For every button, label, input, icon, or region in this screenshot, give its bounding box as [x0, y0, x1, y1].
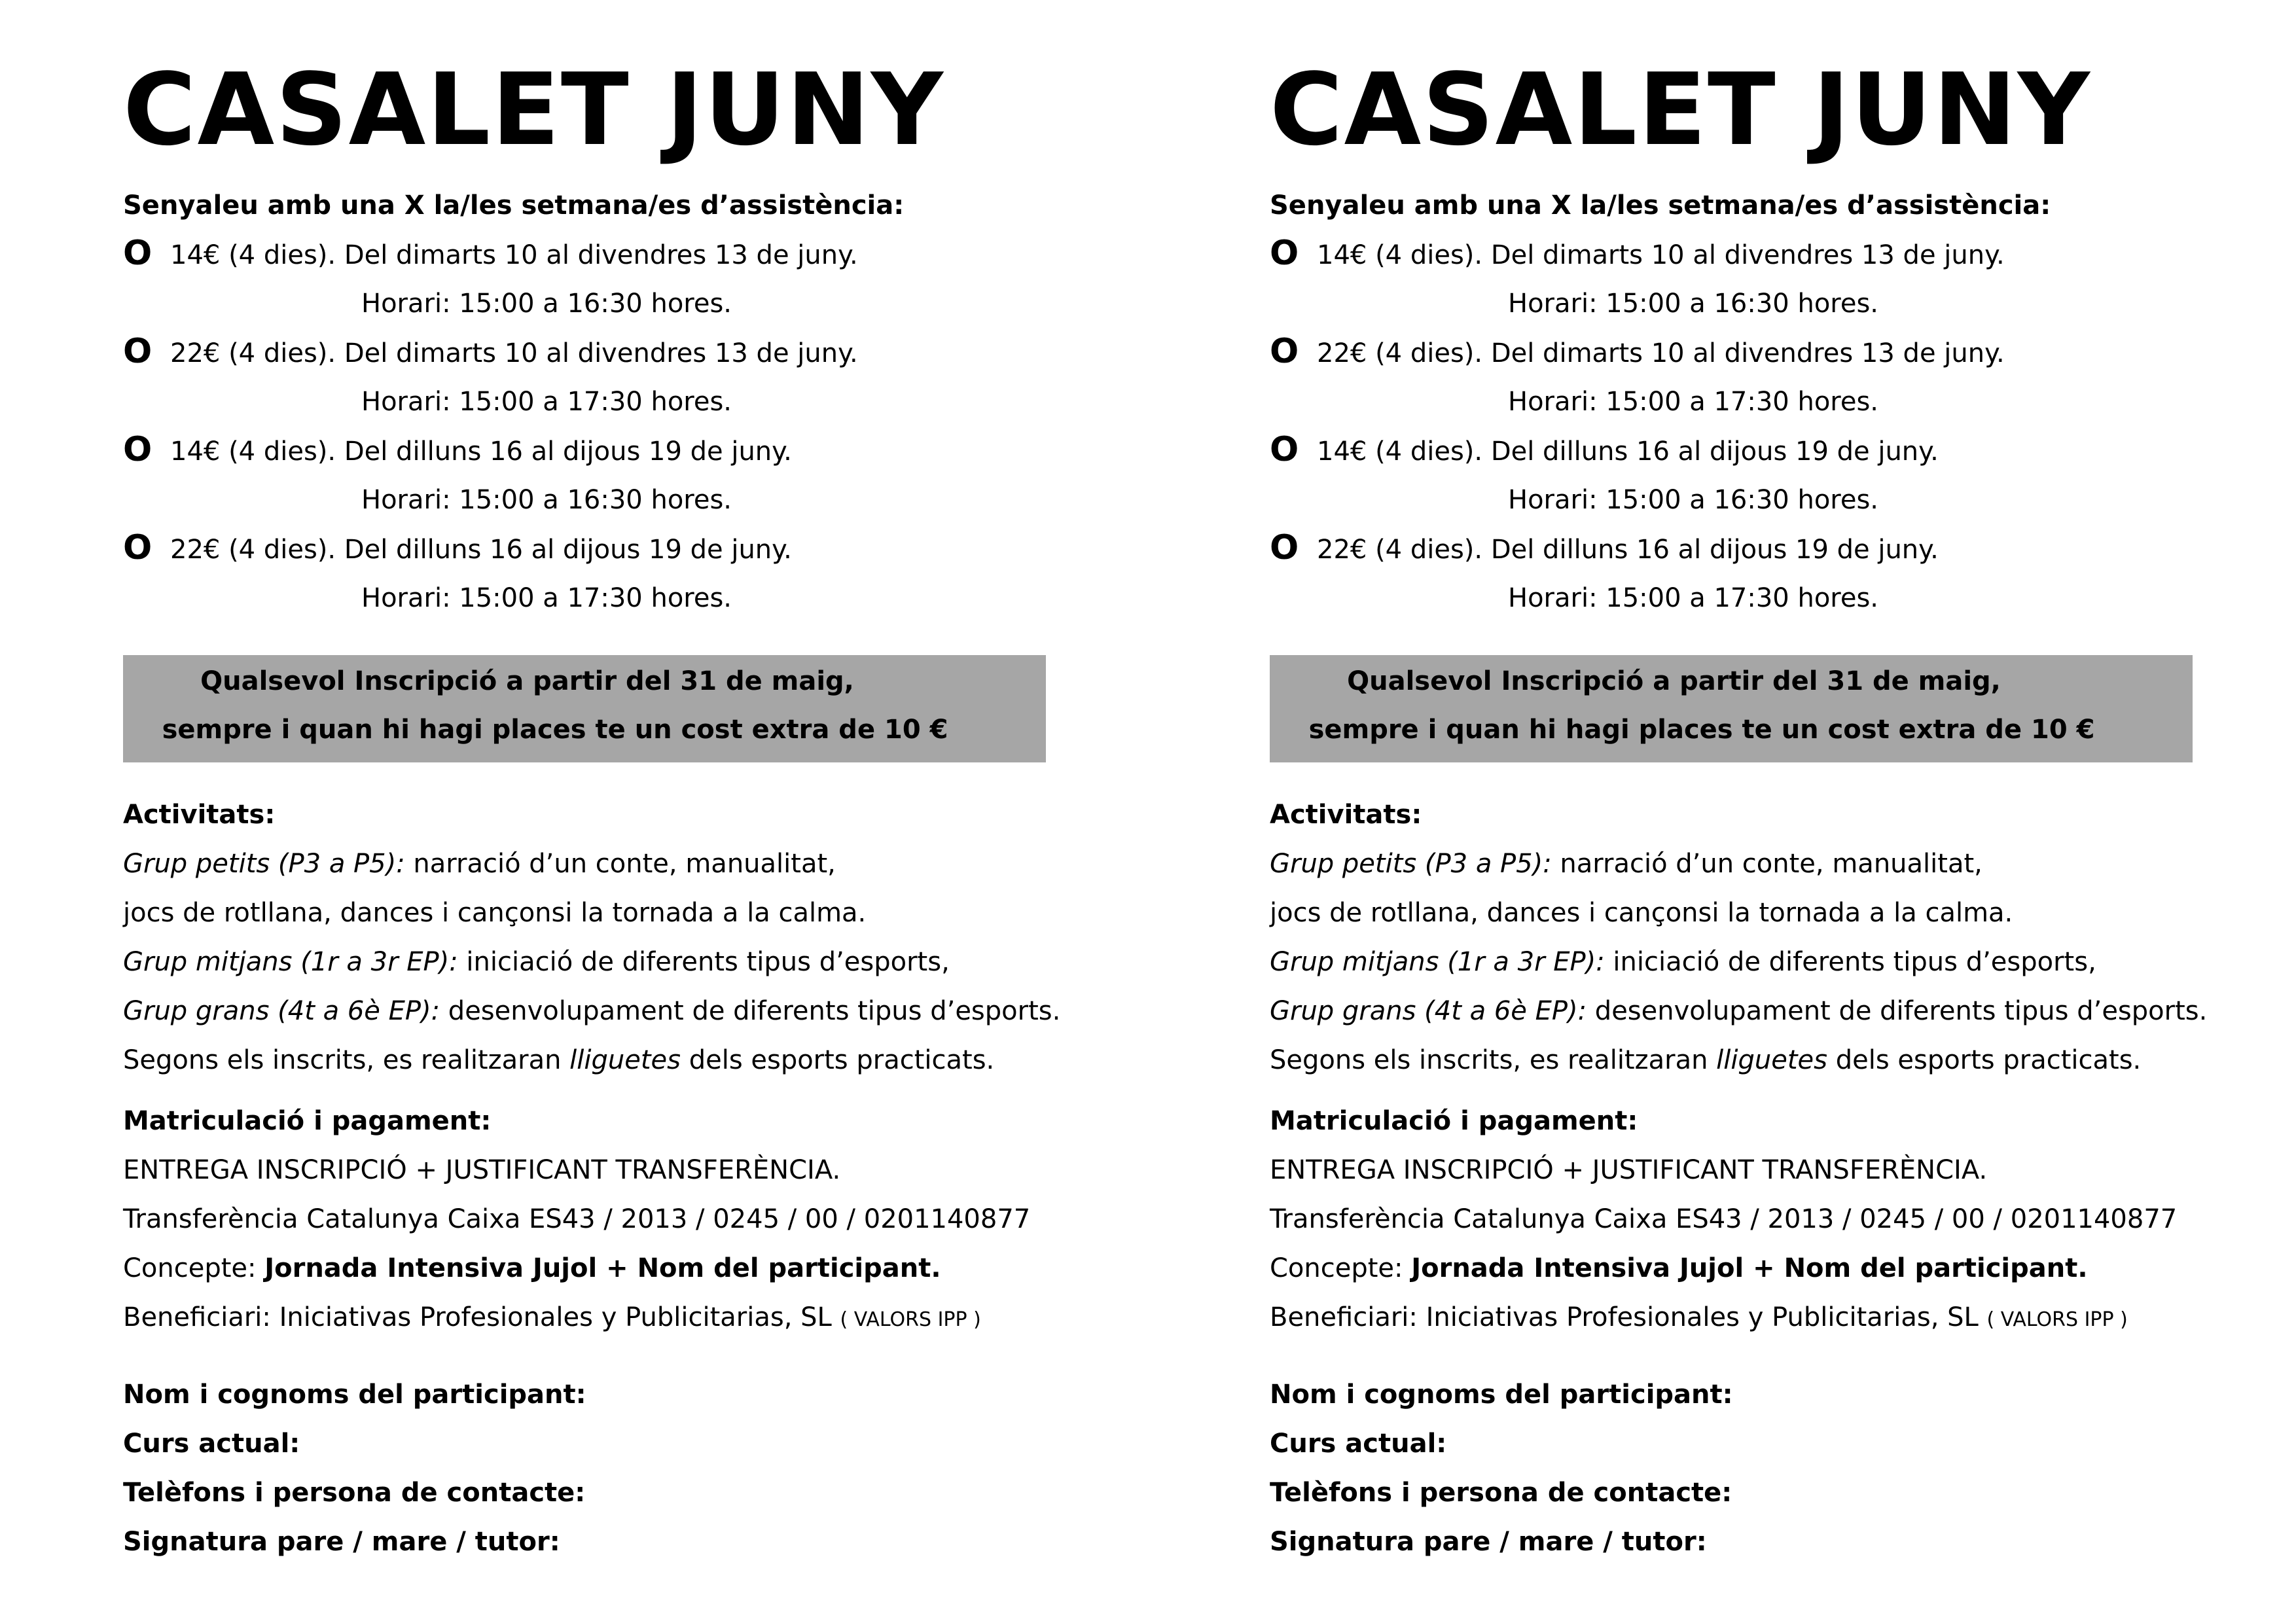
note-pre: Segons els inscrits, es realitzaran: [1270, 1045, 1717, 1075]
payment-concept: [1270, 1250, 2088, 1287]
option-schedule: Horari: 15:00 a 17:30 hores.: [361, 583, 732, 613]
activity-note: [123, 1042, 994, 1079]
concept-label: Concepte:: [123, 1253, 265, 1283]
activity-mitjans: [123, 944, 950, 980]
option-price: 22€ (4 dies). Del dimarts 10 al divendres 13 de juny.: [1317, 338, 2005, 368]
checkbox-circle[interactable]: O: [1270, 528, 1299, 567]
concept-value: Jornada Intensiva Jujol + Nom del participant.: [264, 1253, 941, 1283]
option-price: 22€ (4 dies). Del dilluns 16 al dijous 19 de juny.: [1317, 535, 1939, 565]
option-price: 14€ (4 dies). Del dilluns 16 al dijous 19 de juny.: [1317, 437, 1939, 467]
note-italic: lliguetes: [569, 1045, 681, 1075]
payment-concept: [123, 1250, 941, 1287]
group-text: iniciació de diferents tipus d’esports,: [1604, 947, 2096, 977]
option-schedule: Horari: 15:00 a 16:30 hores.: [1508, 485, 1879, 515]
group-label: Grup petits (P3 a P5):: [1270, 849, 1552, 879]
payment-heading: Matriculació i pagament:: [1270, 1106, 1638, 1136]
flyer-title: CASALET JUNY: [1270, 52, 2091, 168]
flyer-title: CASALET JUNY: [123, 52, 944, 168]
activity-grans: [1270, 993, 2207, 1029]
group-text: iniciació de diferents tipus d’esports,: [457, 947, 950, 977]
activity-petits: [1270, 846, 1982, 882]
checkbox-circle[interactable]: O: [123, 234, 152, 273]
option-schedule: Horari: 15:00 a 16:30 hores.: [361, 289, 732, 319]
beneficiary-small: ( VALORS IPP ): [840, 1308, 981, 1331]
payment-line-2: Transferència Catalunya Caixa ES43 / 2013 / 0245 / 00 / 0201140877: [123, 1204, 1031, 1234]
note-post: dels esports practicats.: [1827, 1045, 2142, 1075]
payment-heading: Matriculació i pagament:: [123, 1106, 492, 1136]
payment-line-2: Transferència Catalunya Caixa ES43 / 2013 / 0245 / 00 / 0201140877: [1270, 1204, 2178, 1234]
field-signature[interactable]: Signatura pare / mare / tutor:: [1270, 1527, 1707, 1557]
activities-heading: Activitats:: [123, 800, 276, 830]
option-schedule: Horari: 15:00 a 17:30 hores.: [1508, 583, 1879, 613]
group-text: desenvolupament de diferents tipus d’esports.: [1587, 996, 2208, 1026]
notice-line-2: sempre i quan hi hagi places te un cost extra de 10 €: [1308, 715, 2095, 745]
option-schedule: Horari: 15:00 a 17:30 hores.: [361, 387, 732, 417]
note-post: dels esports practicats.: [680, 1045, 995, 1075]
group-text: narració d’un conte, manualitat,: [1551, 849, 1982, 879]
option-price: 14€ (4 dies). Del dimarts 10 al divendres 13 de juny.: [1317, 240, 2005, 270]
flyer-right: [1270, 0, 2296, 1623]
field-name[interactable]: Nom i cognoms del participant:: [123, 1380, 586, 1410]
option-price: 14€ (4 dies). Del dimarts 10 al divendres 13 de juny.: [170, 240, 858, 270]
activity-petits-cont: jocs de rotllana, dances i cançonsi la tornada a la calma.: [1270, 898, 2013, 928]
group-label: Grup petits (P3 a P5):: [123, 849, 405, 879]
checkbox-circle[interactable]: O: [1270, 234, 1299, 273]
option-schedule: Horari: 15:00 a 16:30 hores.: [1508, 289, 1879, 319]
group-text: narració d’un conte, manualitat,: [404, 849, 836, 879]
group-label: Grup mitjans (1r a 3r EP):: [1270, 947, 1605, 977]
concept-value: Jornada Intensiva Jujol + Nom del participant.: [1411, 1253, 2088, 1283]
payment-beneficiary: [123, 1299, 981, 1338]
field-course[interactable]: Curs actual:: [123, 1429, 300, 1459]
instruction-text: Senyaleu amb una X la/les setmana/es d’assistència:: [1270, 190, 2051, 221]
payment-beneficiary: [1270, 1299, 2128, 1338]
field-name[interactable]: Nom i cognoms del participant:: [1270, 1380, 1733, 1410]
beneficiary-small: ( VALORS IPP ): [1986, 1308, 2128, 1331]
checkbox-circle[interactable]: O: [123, 332, 152, 371]
field-phones[interactable]: Telèfons i persona de contacte:: [1270, 1478, 1732, 1508]
option-schedule: Horari: 15:00 a 17:30 hores.: [1508, 387, 1879, 417]
beneficiary-text: Beneficiari: Iniciativas Profesionales y Publicitarias, SL: [123, 1302, 840, 1332]
checkbox-circle[interactable]: O: [123, 528, 152, 567]
notice-line-2: sempre i quan hi hagi places te un cost extra de 10 €: [162, 715, 948, 745]
note-italic: lliguetes: [1716, 1045, 1827, 1075]
late-registration-notice: [1270, 655, 2193, 762]
activity-note: [1270, 1042, 2141, 1079]
field-course[interactable]: Curs actual:: [1270, 1429, 1447, 1459]
activity-petits-cont: jocs de rotllana, dances i cançonsi la tornada a la calma.: [123, 898, 867, 928]
checkbox-circle[interactable]: O: [123, 430, 152, 469]
group-label: Grup grans (4t a 6è EP):: [1270, 996, 1587, 1026]
checkbox-circle[interactable]: O: [1270, 430, 1299, 469]
activity-grans: [123, 993, 1060, 1029]
flyer-left: [123, 0, 1170, 1623]
group-label: Grup grans (4t a 6è EP):: [123, 996, 440, 1026]
option-price: 14€ (4 dies). Del dilluns 16 al dijous 19 de juny.: [170, 437, 792, 467]
payment-line-1: ENTREGA INSCRIPCIÓ + JUSTIFICANT TRANSFERÈNCIA.: [1270, 1155, 1988, 1185]
field-phones[interactable]: Telèfons i persona de contacte:: [123, 1478, 586, 1508]
option-schedule: Horari: 15:00 a 16:30 hores.: [361, 485, 732, 515]
payment-line-1: ENTREGA INSCRIPCIÓ + JUSTIFICANT TRANSFERÈNCIA.: [123, 1155, 841, 1185]
field-signature[interactable]: Signatura pare / mare / tutor:: [123, 1527, 560, 1557]
concept-label: Concepte:: [1270, 1253, 1412, 1283]
activities-heading: Activitats:: [1270, 800, 1422, 830]
activity-mitjans: [1270, 944, 2096, 980]
instruction-text: Senyaleu amb una X la/les setmana/es d’assistència:: [123, 190, 905, 221]
notice-line-1: Qualsevol Inscripció a partir del 31 de maig,: [200, 666, 854, 696]
option-price: 22€ (4 dies). Del dilluns 16 al dijous 19 de juny.: [170, 535, 792, 565]
notice-line-1: Qualsevol Inscripció a partir del 31 de maig,: [1347, 666, 2001, 696]
checkbox-circle[interactable]: O: [1270, 332, 1299, 371]
activity-petits: [123, 846, 836, 882]
late-registration-notice: [123, 655, 1046, 762]
group-label: Grup mitjans (1r a 3r EP):: [123, 947, 458, 977]
option-price: 22€ (4 dies). Del dimarts 10 al divendres 13 de juny.: [170, 338, 858, 368]
beneficiary-text: Beneficiari: Iniciativas Profesionales y Publicitarias, SL: [1270, 1302, 1987, 1332]
group-text: desenvolupament de diferents tipus d’esports.: [440, 996, 1061, 1026]
note-pre: Segons els inscrits, es realitzaran: [123, 1045, 570, 1075]
